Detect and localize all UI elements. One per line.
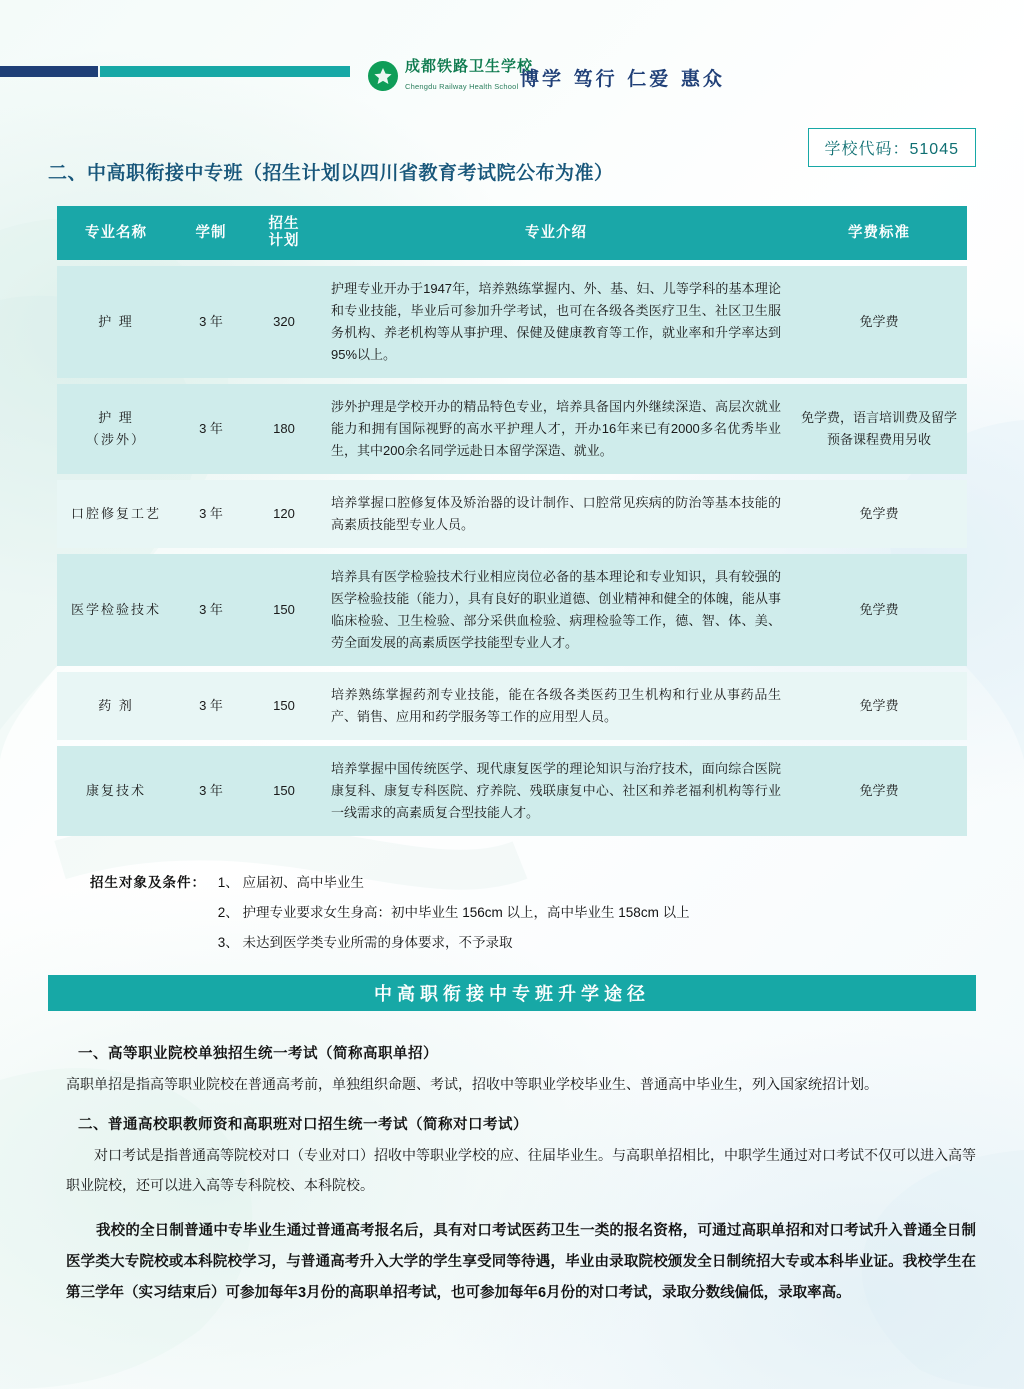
cell-description: 涉外护理是学校开办的精品特色专业，培养具备国内外继续深造、高层次就业能力和拥有国际视野的高水平护理人才，开办16年来已有2000多名优秀毕业生，其中200余名同学远赴日本留学深造、就业。 — [321, 384, 791, 474]
cell-description: 培养熟练掌握药剂专业技能，能在各级各类医药卫生机构和行业从事药品生产、销售、应用和药学服务等工作的应用型人员。 — [321, 672, 791, 740]
th-years: 学制 — [175, 206, 247, 260]
cell-description: 培养掌握口腔修复体及矫治器的设计制作、口腔常见疾病的防治等基本技能的高素质技能型专业人员。 — [321, 480, 791, 548]
pathway-heading-1: 一、高等职业院校单独招生统一考试（简称高职单招） — [78, 1046, 438, 1062]
school-motto: 博学 笃行 仁爱 惠众 — [520, 68, 725, 90]
cell-fee: 免学费 — [791, 672, 967, 740]
table-row — [57, 266, 967, 378]
section-title: 二、中高职衔接中专班（招生计划以四川省教育考试院公布为准） — [48, 163, 614, 184]
cell-major-name-line1: 护 理 — [98, 410, 134, 425]
th-major-name: 专业名称 — [57, 206, 175, 260]
th-plan — [247, 206, 321, 260]
cell-major-name: 口腔修复工艺 — [57, 480, 175, 548]
school-logo — [368, 58, 533, 94]
cell-description: 培养掌握中国传统医学、现代康复医学的理论知识与治疗技术，面向综合医院康复科、康复专科医院、疗养院、残联康复中心、社区和养老福利机构等行业一线需求的高素质复合型技能人才。 — [321, 746, 791, 836]
th-plan-line1: 招生 — [268, 216, 300, 232]
admission-conditions — [90, 868, 970, 958]
th-fee: 学费标准 — [791, 206, 967, 260]
school-name-en: Chengdu Railway Health School — [405, 82, 519, 91]
cell-description: 护理专业开办于1947年，培养熟练掌握内、外、基、妇、儿等学科的基本理论和专业技能，毕业后可参加升学考试，也可在各级各类医疗卫生、社区卫生服务机构、养老机构等从事护理、保健及健康教育等工作，就业率和升学率达到95%以上。 — [321, 266, 791, 378]
enrollment-plan-table — [57, 200, 967, 842]
cell-fee: 免学费 — [791, 746, 967, 836]
table-row — [57, 672, 967, 740]
cell-major-name: 康复技术 — [57, 746, 175, 836]
cell-major-name: 医学检验技术 — [57, 554, 175, 666]
cell-major-name — [57, 384, 175, 474]
pathway-paragraph-3: 我校的全日制普通中专毕业生通过普通高考报名后，具有对口考试医药卫生一类的报名资格，可通过高职单招和对口考试升入普通全日制医学类大专院校或本科院校学习，与普通高考升入大学的学生享受同等待遇，毕业由录取院校颁发全日制统招大专或本科毕业证。我校学生在第三学年（实习结束后）可参加每年3月份的高职单招考试，也可参加每年6月份的对口考试，录取分数线偏低，录取率高。 — [66, 1223, 976, 1301]
pathway-paragraph-1: 高职单招是指高等职业院校在普通高考前，单独组织命题、考试，招收中等职业学校毕业生、普通高中毕业生，列入国家统招计划。 — [66, 1076, 878, 1092]
cell-plan: 150 — [247, 746, 321, 836]
cell-description: 培养具有医学检验技术行业相应岗位必备的基本理论和专业知识，具有较强的医学检验技能（能力），具有良好的职业道德、创业精神和健全的体魄，能从事临床检验、卫生检验、部分采供血检验、病理检验等工作，德、智、体、美、劳全面发展的高素质医学技能型专业人才。 — [321, 554, 791, 666]
table-row — [57, 554, 967, 666]
cell-plan: 180 — [247, 384, 321, 474]
cell-years: 3 年 — [175, 384, 247, 474]
admission-conditions-list — [218, 868, 690, 958]
cell-plan: 120 — [247, 480, 321, 548]
header-accent-bar-dark — [0, 66, 98, 77]
cell-years: 3 年 — [175, 554, 247, 666]
th-description: 专业介绍 — [321, 206, 791, 260]
cell-years: 3 年 — [175, 672, 247, 740]
cell-fee: 免学费 — [791, 266, 967, 378]
pathways-banner: 中高职衔接中专班升学途径 — [48, 975, 976, 1011]
page-header — [0, 0, 1024, 112]
pathways-body — [48, 1028, 976, 1309]
header-accent-bar-teal — [100, 66, 350, 77]
cell-major-name: 护 理 — [57, 266, 175, 378]
cell-fee: 免学费 — [791, 554, 967, 666]
table-header-row — [57, 206, 967, 260]
condition-item: 2、 护理专业要求女生身高：初中毕业生 156cm 以上，高中毕业生 158cm 以上 — [217, 905, 690, 920]
cell-major-name-line2: （涉外） — [85, 432, 146, 447]
cell-years: 3 年 — [175, 746, 247, 836]
pathway-heading-2: 二、普通高校职教师资和高职班对口招生统一考试（简称对口考试） — [78, 1117, 528, 1133]
cell-plan: 150 — [247, 672, 321, 740]
cell-fee: 免学费，语言培训费及留学预备课程费用另收 — [791, 384, 967, 474]
table-row — [57, 480, 967, 548]
condition-item: 1、 应届初、高中毕业生 — [217, 875, 365, 890]
table-row — [57, 384, 967, 474]
school-code-badge: 学校代码：51045 — [808, 128, 977, 167]
pathway-paragraph-2: 对口考试是指普通高等院校对口（专业对口）招收中等职业学校的应、往届毕业生。与高职单招相比，中职学生通过对口考试不仅可以进入高等职业院校，还可以进入高等专科院校、本科院校。 — [66, 1147, 976, 1193]
logo-emblem-icon — [368, 61, 398, 91]
cell-major-name: 药 剂 — [57, 672, 175, 740]
cell-years: 3 年 — [175, 480, 247, 548]
th-plan-line2: 计划 — [268, 233, 300, 249]
school-name-cn: 成都铁路卫生学校 — [405, 58, 534, 75]
cell-plan: 150 — [247, 554, 321, 666]
cell-fee: 免学费 — [791, 480, 967, 548]
cell-years: 3 年 — [175, 266, 247, 378]
admission-conditions-label: 招生对象及条件： — [90, 875, 206, 890]
condition-item: 3、 未达到医学类专业所需的身体要求，不予录取 — [217, 935, 513, 950]
cell-plan: 320 — [247, 266, 321, 378]
table-row — [57, 746, 967, 836]
